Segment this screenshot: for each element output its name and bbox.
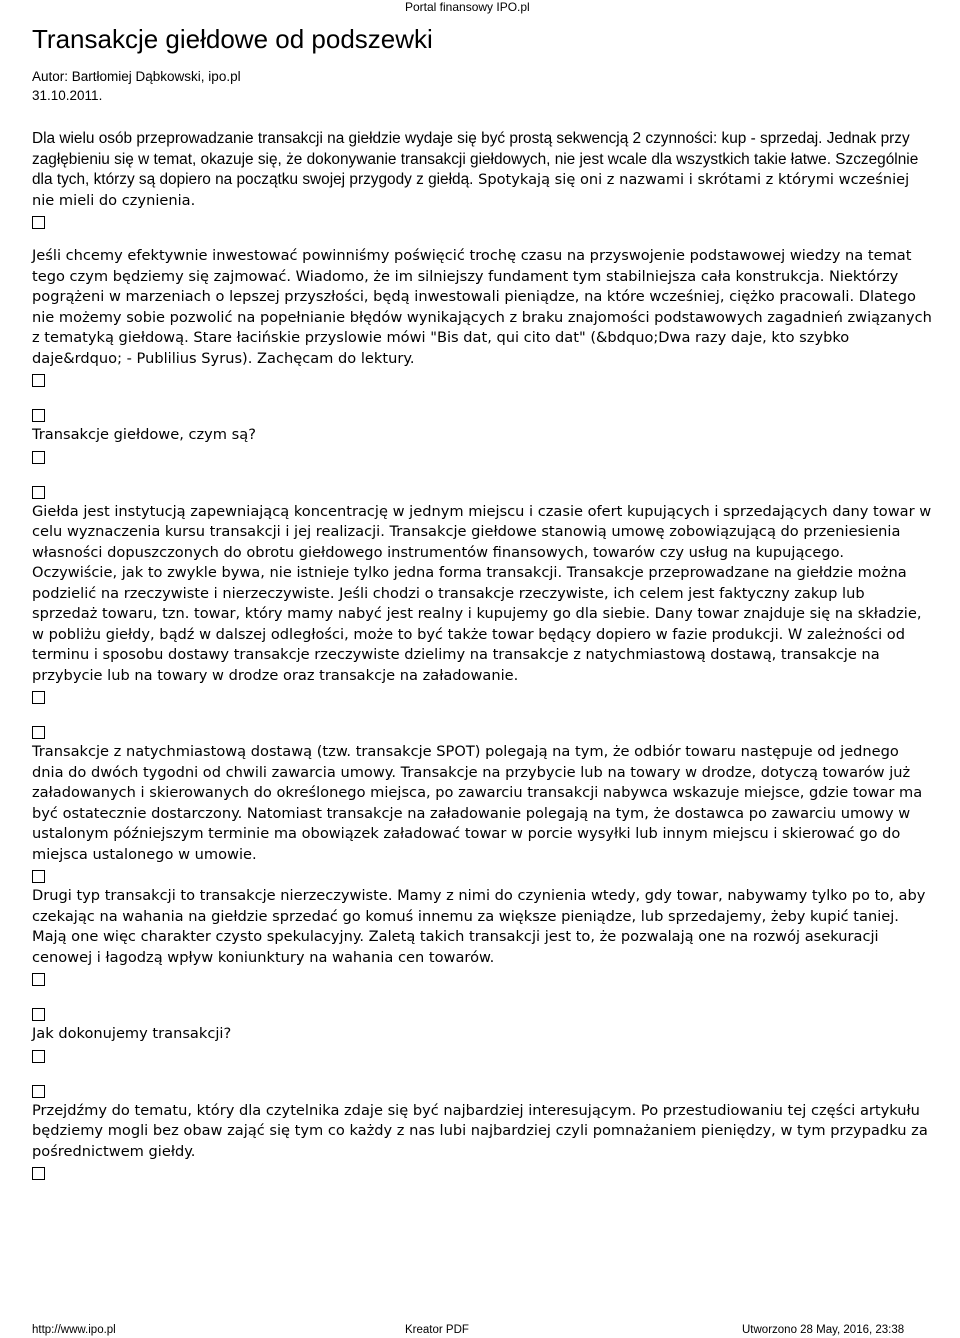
footer-creator: Kreator PDF [405, 1324, 469, 1336]
date-line: 31.10.2011. [32, 88, 103, 103]
paragraph-motivation: Jeśli chcemy efektywnie inwestować powinniśmy poświęcić trochę czasu na przyswojenie podstawowej wiedzy na temat tego czym będziemy się zajmować. Wiadomo, że im silniejszy fundament tym stabilniejsza cała konstrukcja. Niektórzy pogrążeni w marzeniach o lepszej przyszłości, będą inwestowali pieniądze, na które wcześniej, ciężko pracowali. Dlatego nie możemy sobie pozwolić na popełnianie błędów wynikających z braku znajomości podstawowych zagadnień związanych z tematyką giełdową. Stare łacińskie przyslowie mówi "Bis dat, qui cito dat" (&bdquo;Dwa razy daje, kto szybko daje&rdquo; - Publilius Syrus). Zachęcam do lektury. [32, 247, 932, 367]
intro-paragraph [32, 129, 932, 211]
missing-glyph-icon [32, 1085, 45, 1098]
footer-url: http://www.ipo.pl [32, 1324, 116, 1336]
missing-glyph-icon [32, 409, 45, 422]
article-meta [32, 67, 241, 105]
article-title: Transakcje giełdowe od podszewki [32, 24, 433, 54]
missing-glyph-icon [32, 973, 45, 986]
section-heading-how-to: Jak dokonujemy transakcji? [32, 1025, 232, 1042]
missing-glyph-icon [32, 1050, 45, 1063]
paragraph-closing: Przejdźmy do tematu, który dla czytelnika zdaje się być najbardziej interesującym. Po przestudiowaniu tej części artykułu będziemy mogli bez obaw zająć się tym co każdy z nas lubi najbardziej czyli pomnażaniem pieniędzy, w tym przypadku za pośrednictwem giełdy. [32, 1101, 928, 1160]
missing-glyph-icon [32, 870, 45, 883]
missing-glyph-icon [32, 486, 45, 499]
intro-rest: Spotykają się oni z nazwami i skrótami z którymi wcześniej nie mieli do czynienia. [32, 171, 910, 209]
missing-glyph-icon [32, 726, 45, 739]
section-heading-what-are: Transakcje giełdowe, czym są? [32, 426, 256, 443]
intro-lead: Dla wielu osób przeprowadzanie transakcji na giełdzie wydaje się być prostą sekwencją 2 czynności: kup - sprzedaj. Jednak przy zagłębieniu się w temat, okazuje się, że dokonywanie transakcji giełdowych, nie jest wcale dla wszystkich takie łatwe. Szczególnie dla tych, którzy są dopiero na początku swojej przygody z giełdą. [32, 130, 919, 188]
missing-glyph-icon [32, 691, 45, 704]
missing-glyph-icon [32, 1167, 45, 1180]
portal-header: Portal finansowy IPO.pl [405, 0, 530, 14]
paragraph-exchange-definition: Giełda jest instytucją zapewniającą koncentrację w jednym miejscu i czasie ofert kupujących i sprzedających dany towar w celu wyznaczenia kursu transakcji i jej realizacji. Transakcje giełdowe stanowią umowę zobowiązującą do przeniesienia własności dopuszczonych do obrotu giełdowego instrumentów finansowych, towarów czy usług na kupującego. Oczywiście, jak to zwykle bywa, nie istnieje tylko jedna forma transakcji. Transakcje przeprowadzane na giełdzie można podzielić na rzeczywiste i nierzeczywiste. Jeśli chodzi o transakcje rzeczywiste, ich celem jest faktyczny zakup lub sprzedaż towaru, tzn. towar, który mamy nabyć jest realny i kupujemy go dla siebie. Dany towar znajduje się na składzie, w pobliżu giełdy, bądź w dalszej odległości, może to być także towar będący dopiero w fazie produkcji. W zależności od terminu i sposobu dostawy transakcje rzeczywiste dzielimy na transakcje z natychmiastową dostawą, transakcje na przybycie lub na towary w drodze oraz transakcje na załadowanie. [32, 502, 932, 684]
paragraph-speculative-transactions: Drugi typ transakcji to transakcje nierzeczywiste. Mamy z nimi do czynienia wtedy, gdy towar, nabywamy tylko po to, aby czekając na wahania na giełdzie sprzedać go komuś innemu za większe pieniądze, lub sprzedajemy, żeby kupić taniej. Mają one więc charakter czysto spekulacyjny. Zaletą takich transakcji jest to, że pozwalają one na rozwój asekuracji cenowej i łagodzą wpływ koniunktury na wahania cen towarów. [32, 887, 926, 966]
missing-glyph-icon [32, 216, 45, 229]
article-body [32, 129, 932, 1183]
missing-glyph-icon [32, 451, 45, 464]
footer-created: Utworzono 28 May, 2016, 23:38 [742, 1324, 905, 1336]
missing-glyph-icon [32, 374, 45, 387]
author-line: Autor: Bartłomiej Dąbkowski, ipo.pl [32, 69, 241, 84]
paragraph-spot-transactions: Transakcje z natychmiastową dostawą (tzw. transakcje SPOT) polegają na tym, że odbiór towaru następuje od jednego dnia do dwóch tygodni od chwili zawarcia umowy. Transakcje na przybycie lub na towary w drodze, dotyczą towarów już załadowanych i skierowanych do określonego miejsca, po zawarciu transakcji nabywca wskazuje miejsce, gdzie towar ma być ostatecznie dostarczony. Natomiast transakcje na załadowanie polegają na tym, że dostawca po zawarciu umowy w ustalonym późniejszym terminie ma obowiązek załadować towar w porcie wysyłki lub innym miejscu i skierować go do miejsca ustalonego w umowie. [32, 743, 923, 863]
missing-glyph-icon [32, 1008, 45, 1021]
